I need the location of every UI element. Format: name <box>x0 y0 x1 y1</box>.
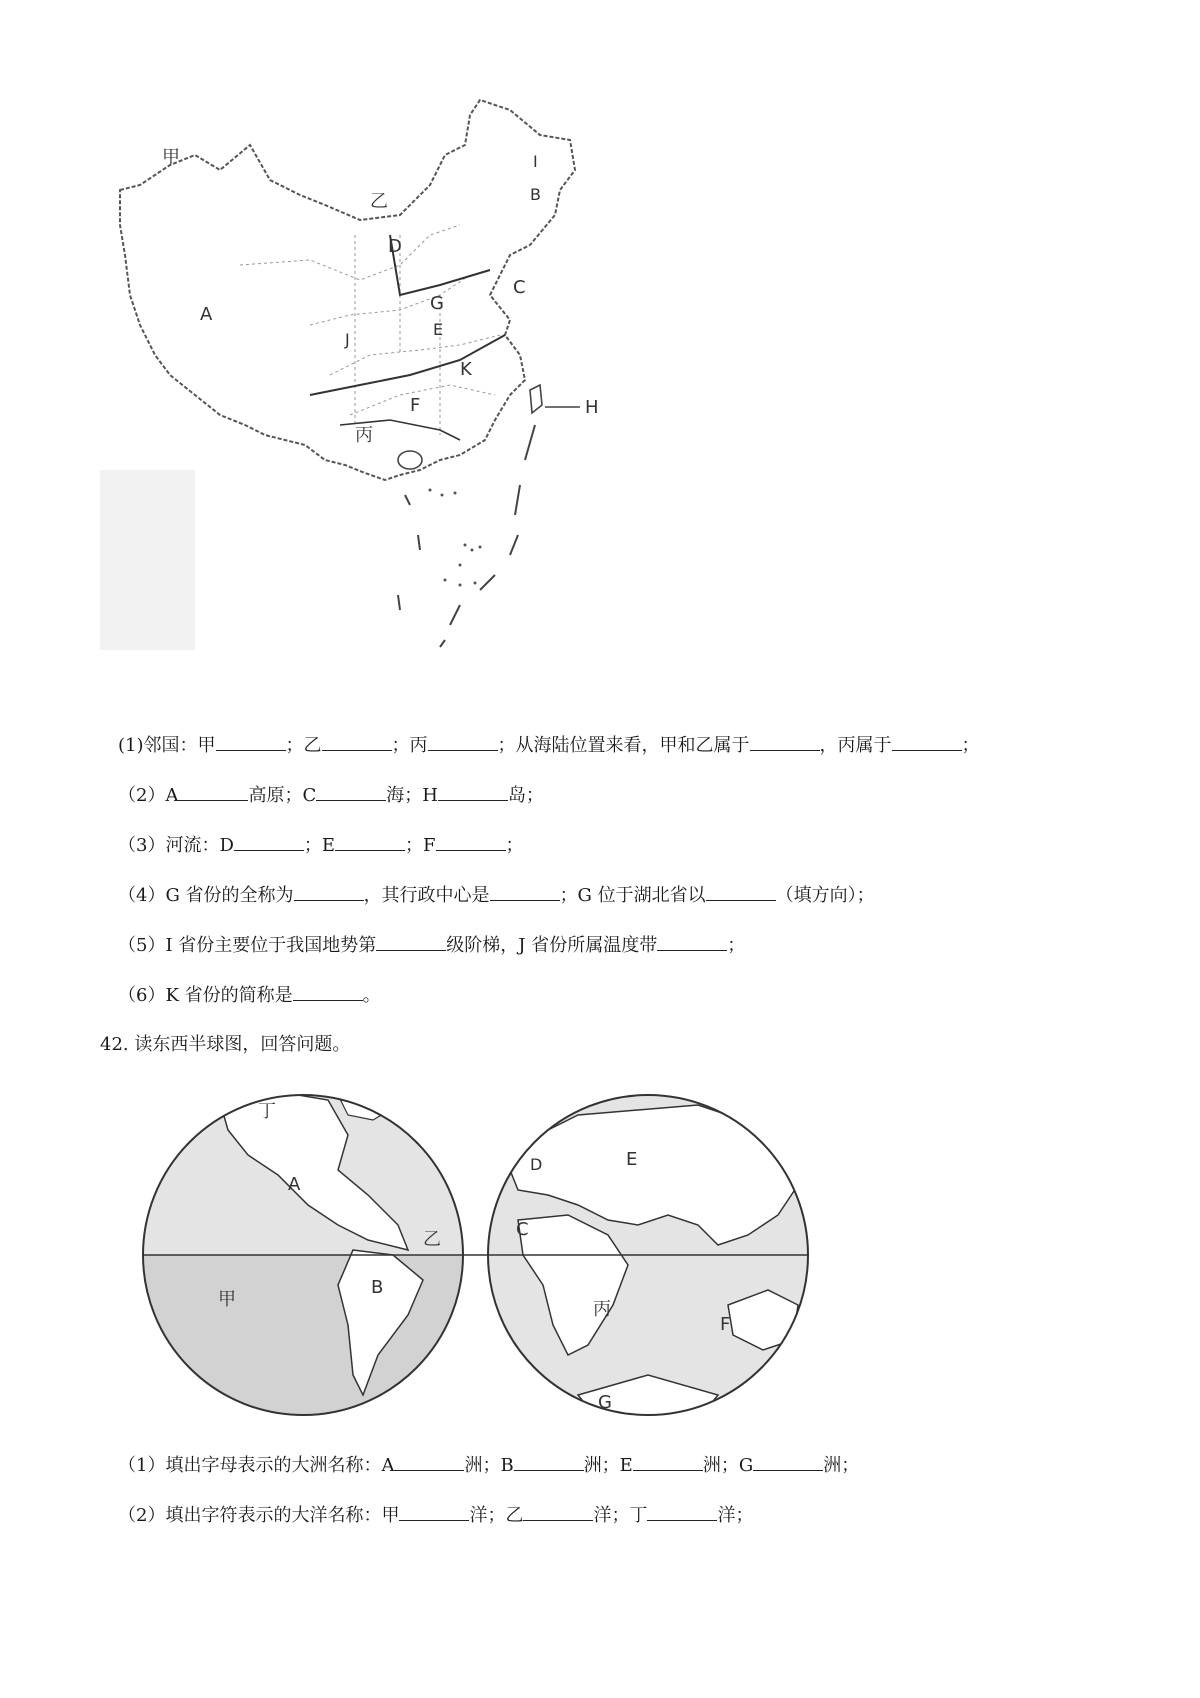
china-outline <box>120 100 575 480</box>
q41-item-6: （6）K 省份的简称是 。 <box>118 982 381 1008</box>
answer-blank[interactable] <box>376 932 446 951</box>
label-yi: 乙 <box>370 191 388 212</box>
label-D: D <box>388 236 402 257</box>
answer-blank[interactable] <box>394 1452 464 1471</box>
q42-item-1: （1）填出字母表示的大洲名称：A 洲；B 洲；E 洲；G 洲； <box>118 1452 859 1478</box>
label-B: B <box>371 1277 384 1298</box>
river-changjiang <box>310 335 505 395</box>
label-bing: 丙 <box>593 1299 611 1320</box>
hemispheres-map <box>138 1075 978 1430</box>
south-sea-dashes <box>398 495 445 647</box>
answer-blank[interactable] <box>633 1452 703 1471</box>
province-line <box>350 385 495 415</box>
river-huanghe <box>390 235 490 295</box>
answer-blank[interactable] <box>753 1452 823 1471</box>
province-line <box>355 235 440 435</box>
label-A: A <box>200 304 213 325</box>
china-map <box>100 95 660 715</box>
label-C: C <box>513 277 526 298</box>
south-sea-islands <box>429 489 482 587</box>
hemispheres-svg <box>138 1075 978 1430</box>
answer-blank[interactable] <box>436 832 506 851</box>
answer-blank[interactable] <box>178 782 248 801</box>
answer-blank[interactable] <box>438 782 508 801</box>
answer-blank[interactable] <box>892 732 962 751</box>
label-K: K <box>460 359 472 380</box>
taiwan-island <box>530 385 542 413</box>
label-H: H <box>585 397 599 418</box>
answer-blank[interactable] <box>706 882 776 901</box>
label-G: G <box>430 293 444 314</box>
q41-item-1: (1)邻国：甲 ；乙 ；丙 ；从海陆位置来看，甲和乙属于 ，丙属于 ； <box>118 732 980 758</box>
answer-blank[interactable] <box>322 732 392 751</box>
answer-blank[interactable] <box>293 982 363 1001</box>
answer-blank[interactable] <box>234 832 304 851</box>
answer-blank[interactable] <box>216 732 286 751</box>
q42-item-2: （2）填出字符表示的大洋名称：甲 洋；乙 洋；丁 洋； <box>118 1502 753 1528</box>
label-E: E <box>433 320 444 339</box>
south-sea-dashes <box>450 425 535 625</box>
label-D: D <box>530 1155 543 1174</box>
hainan-island <box>398 451 422 469</box>
label-ding: 丁 <box>258 1101 276 1122</box>
china-map-svg <box>100 95 660 715</box>
label-G: G <box>598 1392 612 1413</box>
answer-blank[interactable] <box>490 882 560 901</box>
label-A: A <box>288 1174 301 1195</box>
answer-blank[interactable] <box>750 732 820 751</box>
answer-blank[interactable] <box>316 782 386 801</box>
q41-item-5: （5）I 省份主要位于我国地势第 级阶梯，J 省份所属温度带 ； <box>118 932 745 958</box>
answer-blank[interactable] <box>399 1502 469 1521</box>
label-F: F <box>410 395 421 416</box>
label-bing: 丙 <box>355 425 373 446</box>
q42-title: 42. 读东西半球图，回答问题。 <box>100 1034 351 1055</box>
scan-smudge <box>100 470 195 650</box>
label-yi: 乙 <box>423 1229 441 1250</box>
answer-blank[interactable] <box>428 732 498 751</box>
q41-item-3: （3）河流：D ；E ；F ； <box>118 832 524 858</box>
label-B: B <box>530 185 541 204</box>
label-J: J <box>345 330 350 349</box>
label-I: I <box>533 152 538 171</box>
answer-blank[interactable] <box>335 832 405 851</box>
answer-blank[interactable] <box>657 932 727 951</box>
label-C: C <box>516 1219 529 1240</box>
q41-item-4: （4）G 省份的全称为 ，其行政中心是 ；G 位于湖北省以 （填方向）； <box>118 882 875 908</box>
province-line <box>240 225 460 280</box>
label-F: F <box>720 1314 731 1335</box>
label-jia: 甲 <box>218 1289 236 1310</box>
label-E: E <box>626 1149 638 1170</box>
q41-item-2: （2）A 高原；C 海；H 岛； <box>118 782 544 808</box>
answer-blank[interactable] <box>294 882 364 901</box>
answer-blank[interactable] <box>514 1452 584 1471</box>
answer-blank[interactable] <box>647 1502 717 1521</box>
label-jia: 甲 <box>162 147 180 168</box>
answer-blank[interactable] <box>523 1502 593 1521</box>
